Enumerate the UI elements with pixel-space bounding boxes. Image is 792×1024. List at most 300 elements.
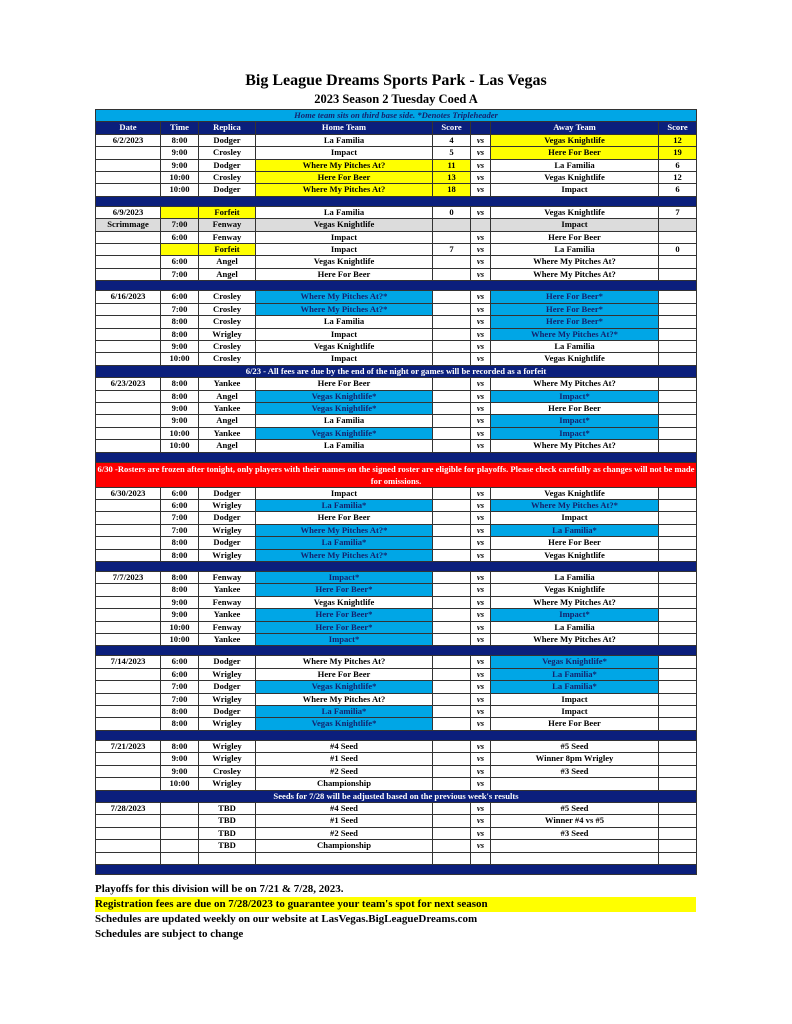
cell-vs: vs [471, 184, 491, 196]
cell-time: 8:00 [161, 537, 199, 549]
cell-vs: vs [471, 584, 491, 596]
cell-date [96, 390, 161, 402]
cell-away-team: Impact* [491, 609, 659, 621]
week-separator [96, 281, 697, 291]
cell-time: 8:00 [161, 549, 199, 561]
cell-date [96, 609, 161, 621]
cell-away-team: La Familia [491, 340, 659, 352]
header-away-team: Away Team [491, 122, 659, 134]
cell-away-team: La Familia* [491, 524, 659, 536]
separator-cell [96, 196, 697, 206]
cell-replica: Dodger [199, 184, 256, 196]
cell-away-score [659, 512, 697, 524]
cell-away-score: 12 [659, 172, 697, 184]
cell-away-team: La Familia [491, 621, 659, 633]
cell-home-team: Impact* [256, 572, 433, 584]
cell-away-score [659, 827, 697, 839]
cell-replica: Fenway [199, 219, 256, 231]
cell-away-score [659, 815, 697, 827]
cell-time: 7:00 [161, 693, 199, 705]
cell-away-team: Vegas Knightlife [491, 134, 659, 146]
cell-vs: vs [471, 256, 491, 268]
cell-replica: Crosley [199, 340, 256, 352]
cell-home-team: Impact [256, 487, 433, 499]
cell-time [161, 827, 199, 839]
cell-time: 10:00 [161, 172, 199, 184]
cell-replica: Wrigley [199, 328, 256, 340]
cell-date [96, 765, 161, 777]
cell-home-team: Vegas Knightlife [256, 340, 433, 352]
cell-home-score: 4 [433, 134, 471, 146]
cell-replica: TBD [199, 827, 256, 839]
cell-time: 6:00 [161, 291, 199, 303]
cell-date: 7/7/2023 [96, 572, 161, 584]
page-title: Big League Dreams Sports Park - Las Vegas [245, 72, 547, 89]
cell-time: 9:00 [161, 765, 199, 777]
cell-home-score: 18 [433, 184, 471, 196]
cell-away-team: Where My Pitches At? [491, 596, 659, 608]
cell-home-score [433, 572, 471, 584]
table-row [96, 524, 697, 536]
cell-home-score [433, 549, 471, 561]
cell-home-team: La Familia [256, 316, 433, 328]
cell-replica: Dodger [199, 537, 256, 549]
cell-date [96, 718, 161, 730]
header-away-score: Score [659, 122, 697, 134]
cell-date [96, 537, 161, 549]
alert-row [96, 462, 697, 487]
week-separator [96, 196, 697, 206]
cell-vs: vs [471, 634, 491, 646]
cell-replica: Fenway [199, 231, 256, 243]
cell-away-team: Impact* [491, 390, 659, 402]
cell-home-score [433, 512, 471, 524]
cell-away-score [659, 487, 697, 499]
cell-replica: Wrigley [199, 718, 256, 730]
table-row [96, 596, 697, 608]
cell-replica: Yankee [199, 427, 256, 439]
cell-home-score [433, 681, 471, 693]
cell-date [96, 415, 161, 427]
cell-away-score [659, 753, 697, 765]
cell-replica: Forfeit [199, 206, 256, 218]
cell-away-score [659, 656, 697, 668]
cell-home-team: Vegas Knightlife* [256, 402, 433, 414]
cell-vs: vs [471, 840, 491, 852]
cell-away-score [659, 303, 697, 315]
cell-home-score: 5 [433, 147, 471, 159]
cell-home-score [433, 852, 471, 864]
table-row [96, 291, 697, 303]
cell-vs: vs [471, 303, 491, 315]
cell-home-team: Where My Pitches At?* [256, 524, 433, 536]
cell-vs: vs [471, 487, 491, 499]
cell-time: 7:00 [161, 524, 199, 536]
cell-home-score [433, 827, 471, 839]
cell-away-score [659, 340, 697, 352]
cell-home-score [433, 537, 471, 549]
cell-away-score [659, 706, 697, 718]
cell-away-score [659, 427, 697, 439]
cell-date: 7/14/2023 [96, 656, 161, 668]
cell-away-team: Where My Pitches At? [491, 378, 659, 390]
cell-away-team: Impact [491, 184, 659, 196]
cell-replica: Crosley [199, 303, 256, 315]
table-row [96, 316, 697, 328]
cell-away-score [659, 668, 697, 680]
cell-home-score [433, 778, 471, 790]
cell-vs: vs [471, 378, 491, 390]
table-row [96, 852, 697, 864]
cell-away-team: Where My Pitches At? [491, 634, 659, 646]
cell-vs: vs [471, 706, 491, 718]
cell-home-team: Vegas Knightlife [256, 219, 433, 231]
cell-date [96, 668, 161, 680]
cell-date [96, 184, 161, 196]
cell-away-score [659, 390, 697, 402]
cell-date [96, 303, 161, 315]
table-row [96, 740, 697, 752]
cell-replica: Wrigley [199, 778, 256, 790]
table-row [96, 827, 697, 839]
cell-vs: vs [471, 827, 491, 839]
cell-vs: vs [471, 340, 491, 352]
cell-away-score [659, 415, 697, 427]
cell-vs: vs [471, 778, 491, 790]
cell-vs: vs [471, 402, 491, 414]
cell-replica: Dodger [199, 656, 256, 668]
cell-home-team: Where My Pitches At? [256, 656, 433, 668]
cell-home-score [433, 219, 471, 231]
cell-date [96, 778, 161, 790]
cell-time: 7:00 [161, 512, 199, 524]
cell-home-team: #4 Seed [256, 802, 433, 814]
cell-time: 7:00 [161, 303, 199, 315]
cell-replica: Dodger [199, 706, 256, 718]
cell-home-score: 13 [433, 172, 471, 184]
table-row [96, 390, 697, 402]
cell-replica: Wrigley [199, 524, 256, 536]
cell-replica: Yankee [199, 584, 256, 596]
cell-replica: Angel [199, 268, 256, 280]
cell-home-score [433, 693, 471, 705]
cell-home-team: Here For Beer [256, 512, 433, 524]
table-row [96, 572, 697, 584]
cell-date [96, 256, 161, 268]
cell-replica: TBD [199, 840, 256, 852]
cell-date [96, 172, 161, 184]
cell-replica: Angel [199, 256, 256, 268]
cell-vs: vs [471, 231, 491, 243]
cell-time [161, 815, 199, 827]
cell-away-score [659, 219, 697, 231]
notice-text: Seeds for 7/28 will be adjusted based on the previous week's results [96, 790, 697, 802]
cell-vs: vs [471, 524, 491, 536]
cell-away-team: Where My Pitches At? [491, 256, 659, 268]
cell-replica: Forfeit [199, 244, 256, 256]
cell-date [96, 706, 161, 718]
cell-home-score [433, 634, 471, 646]
cell-away-team: Here For Beer [491, 231, 659, 243]
cell-time: 10:00 [161, 634, 199, 646]
cell-home-score [433, 487, 471, 499]
cell-home-score [433, 231, 471, 243]
cell-away-score [659, 572, 697, 584]
cell-away-score [659, 328, 697, 340]
cell-date [96, 316, 161, 328]
header-home-team: Home Team [256, 122, 433, 134]
cell-vs [471, 219, 491, 231]
cell-home-team: Where My Pitches At? [256, 693, 433, 705]
cell-vs: vs [471, 316, 491, 328]
cell-date [96, 815, 161, 827]
cell-replica: Angel [199, 390, 256, 402]
cell-away-score [659, 440, 697, 452]
cell-time: 8:00 [161, 740, 199, 752]
table-row [96, 206, 697, 218]
cell-vs: vs [471, 427, 491, 439]
cell-replica: Yankee [199, 634, 256, 646]
cell-home-score [433, 268, 471, 280]
cell-away-team: Vegas Knightlife [491, 206, 659, 218]
table-row [96, 621, 697, 633]
cell-away-score [659, 621, 697, 633]
cell-home-score [433, 706, 471, 718]
cell-date [96, 440, 161, 452]
cell-away-score [659, 596, 697, 608]
registration-note: Registration fees are due on 7/28/2023 to guarantee your team's spot for next season [95, 897, 696, 912]
cell-vs: vs [471, 681, 491, 693]
cell-replica: TBD [199, 815, 256, 827]
cell-date [96, 596, 161, 608]
cell-date: Scrimmage [96, 219, 161, 231]
cell-vs: vs [471, 328, 491, 340]
cell-vs: vs [471, 134, 491, 146]
cell-home-team: #2 Seed [256, 765, 433, 777]
cell-time: 8:00 [161, 390, 199, 402]
cell-vs: vs [471, 656, 491, 668]
cell-away-team: Here For Beer [491, 718, 659, 730]
cell-date [96, 524, 161, 536]
cell-away-team: #3 Seed [491, 765, 659, 777]
header-date: Date [96, 122, 161, 134]
cell-replica: Yankee [199, 609, 256, 621]
cell-away-score [659, 740, 697, 752]
cell-home-score [433, 765, 471, 777]
cell-away-team: Impact [491, 693, 659, 705]
cell-time: 9:00 [161, 415, 199, 427]
cell-away-score [659, 231, 697, 243]
cell-home-score [433, 740, 471, 752]
cell-home-team: La Familia* [256, 499, 433, 511]
cell-date [96, 852, 161, 864]
cell-time: 10:00 [161, 440, 199, 452]
cell-home-team: Vegas Knightlife* [256, 681, 433, 693]
cell-replica: Dodger [199, 159, 256, 171]
cell-replica: Fenway [199, 572, 256, 584]
note-row [96, 110, 697, 122]
cell-vs: vs [471, 802, 491, 814]
cell-away-score [659, 765, 697, 777]
cell-away-team: Here For Beer* [491, 316, 659, 328]
cell-home-score [433, 499, 471, 511]
cell-home-team: Where My Pitches At? [256, 184, 433, 196]
cell-away-team: #5 Seed [491, 802, 659, 814]
cell-time [161, 852, 199, 864]
cell-date [96, 584, 161, 596]
header-row [96, 122, 697, 134]
cell-vs: vs [471, 572, 491, 584]
header-vs [471, 122, 491, 134]
cell-replica: Dodger [199, 512, 256, 524]
cell-vs [471, 852, 491, 864]
cell-away-team: Where My Pitches At?* [491, 499, 659, 511]
table-row [96, 340, 697, 352]
cell-away-team: Winner #4 vs #5 [491, 815, 659, 827]
cell-home-team: Championship [256, 840, 433, 852]
cell-date [96, 328, 161, 340]
cell-vs: vs [471, 549, 491, 561]
cell-vs: vs [471, 206, 491, 218]
cell-date [96, 512, 161, 524]
table-row [96, 256, 697, 268]
cell-home-team: #1 Seed [256, 815, 433, 827]
cell-home-score [433, 316, 471, 328]
table-row [96, 134, 697, 146]
cell-date [96, 840, 161, 852]
table-row [96, 765, 697, 777]
cell-time: 8:00 [161, 718, 199, 730]
cell-home-score [433, 524, 471, 536]
cell-away-score [659, 524, 697, 536]
cell-time: 8:00 [161, 706, 199, 718]
cell-date [96, 402, 161, 414]
cell-time: 9:00 [161, 753, 199, 765]
cell-home-team: #2 Seed [256, 827, 433, 839]
table-row [96, 440, 697, 452]
cell-away-score [659, 499, 697, 511]
schedule-table [95, 109, 697, 875]
table-row [96, 512, 697, 524]
cell-date: 6/9/2023 [96, 206, 161, 218]
cell-home-score [433, 596, 471, 608]
cell-away-team: Vegas Knightlife [491, 549, 659, 561]
cell-home-score [433, 353, 471, 365]
table-row [96, 353, 697, 365]
cell-away-team: Here For Beer [491, 402, 659, 414]
notice-row [96, 790, 697, 802]
cell-away-team: Impact* [491, 415, 659, 427]
cell-time [161, 802, 199, 814]
cell-home-team: Where My Pitches At?* [256, 549, 433, 561]
separator-cell [96, 281, 697, 291]
cell-date [96, 753, 161, 765]
cell-date [96, 621, 161, 633]
cell-away-team: Here For Beer [491, 537, 659, 549]
cell-home-team: Impact [256, 147, 433, 159]
cell-vs: vs [471, 668, 491, 680]
cell-time: 6:00 [161, 487, 199, 499]
cell-away-team: Vegas Knightlife [491, 584, 659, 596]
cell-away-score: 6 [659, 184, 697, 196]
cell-date [96, 499, 161, 511]
cell-vs: vs [471, 415, 491, 427]
cell-home-team: Vegas Knightlife [256, 256, 433, 268]
cell-date [96, 244, 161, 256]
separator-cell [96, 452, 697, 462]
table-row [96, 328, 697, 340]
cell-home-score [433, 815, 471, 827]
table-row [96, 778, 697, 790]
cell-date: 6/30/2023 [96, 487, 161, 499]
cell-vs: vs [471, 353, 491, 365]
cell-replica: Dodger [199, 681, 256, 693]
cell-vs: vs [471, 268, 491, 280]
cell-away-team: La Familia* [491, 681, 659, 693]
cell-time: 6:00 [161, 256, 199, 268]
cell-away-team [491, 840, 659, 852]
week-separator [96, 730, 697, 740]
table-row [96, 802, 697, 814]
table-row [96, 172, 697, 184]
cell-home-score [433, 621, 471, 633]
cell-away-team: #3 Seed [491, 827, 659, 839]
cell-away-score [659, 609, 697, 621]
cell-time: 9:00 [161, 596, 199, 608]
cell-replica: Crosley [199, 316, 256, 328]
cell-away-team: Here For Beer [491, 147, 659, 159]
cell-date [96, 634, 161, 646]
cell-away-score [659, 549, 697, 561]
cell-away-team: Impact [491, 219, 659, 231]
cell-time: 9:00 [161, 147, 199, 159]
table-row [96, 668, 697, 680]
cell-time: 10:00 [161, 427, 199, 439]
cell-replica: Wrigley [199, 740, 256, 752]
cell-away-team: Impact [491, 512, 659, 524]
week-separator [96, 646, 697, 656]
cell-home-score [433, 753, 471, 765]
cell-time: 9:00 [161, 402, 199, 414]
cell-away-team: Vegas Knightlife [491, 353, 659, 365]
cell-time: 10:00 [161, 353, 199, 365]
cell-vs: vs [471, 172, 491, 184]
cell-vs: vs [471, 512, 491, 524]
week-separator [96, 452, 697, 462]
cell-replica: Yankee [199, 402, 256, 414]
cell-away-score: 0 [659, 244, 697, 256]
cell-vs: vs [471, 147, 491, 159]
cell-away-score [659, 268, 697, 280]
cell-time: 6:00 [161, 231, 199, 243]
cell-home-team [256, 852, 433, 864]
cell-vs: vs [471, 753, 491, 765]
week-separator [96, 562, 697, 572]
cell-away-score [659, 802, 697, 814]
cell-away-score: 7 [659, 206, 697, 218]
cell-home-team: La Familia* [256, 706, 433, 718]
week-separator [96, 864, 697, 874]
table-row [96, 634, 697, 646]
cell-away-team: Where My Pitches At? [491, 268, 659, 280]
cell-away-score [659, 291, 697, 303]
cell-away-score [659, 634, 697, 646]
cell-vs: vs [471, 537, 491, 549]
cell-vs: vs [471, 718, 491, 730]
cell-home-score [433, 303, 471, 315]
cell-home-team: #4 Seed [256, 740, 433, 752]
cell-time: 8:00 [161, 328, 199, 340]
